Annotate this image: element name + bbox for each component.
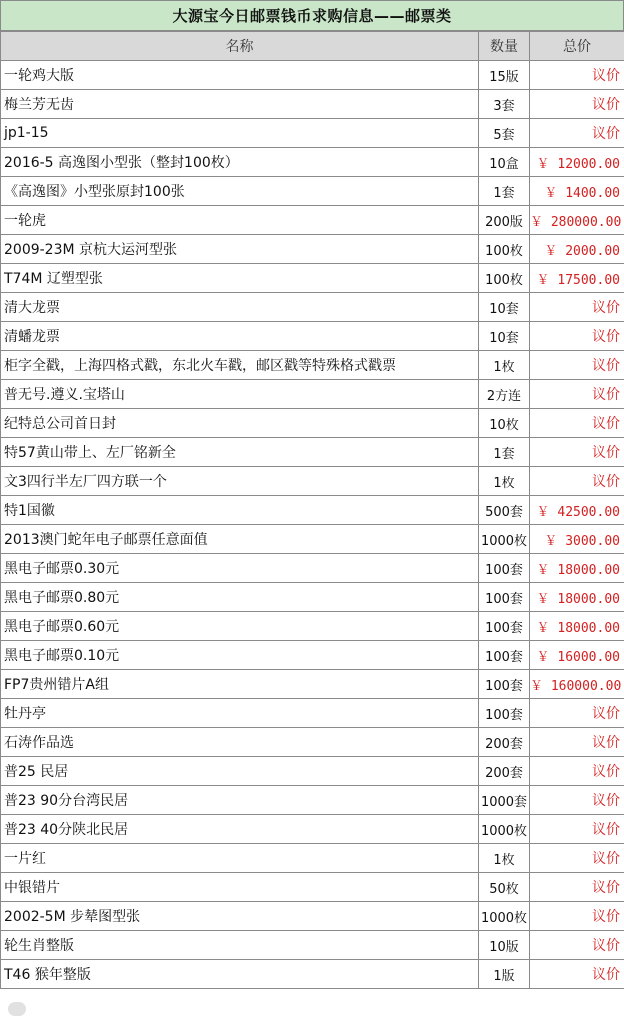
item-quantity: 10套 [479,293,530,322]
item-quantity: 1000枚 [479,902,530,931]
item-total-price: 议价 [530,90,624,119]
item-total-price: 议价 [530,786,624,815]
item-quantity: 10版 [479,931,530,960]
item-total-price: ￥ 160000.00 [530,670,624,699]
item-quantity: 100枚 [479,264,530,293]
item-total-price: ￥ 2000.00 [530,235,624,264]
item-quantity: 2方连 [479,380,530,409]
item-total-price: 议价 [530,409,624,438]
item-total-price: 议价 [530,119,624,148]
item-total-price: 议价 [530,873,624,902]
table-row [1,322,624,351]
table-row [1,554,624,583]
table-row [1,902,624,931]
item-name: 清大龙票 [1,293,479,322]
item-name: 一片红 [1,844,479,873]
item-quantity: 100套 [479,612,530,641]
item-quantity: 500套 [479,496,530,525]
table-row [1,815,624,844]
table-row [1,409,624,438]
table-row [1,61,624,90]
table-row [1,438,624,467]
table-row [1,351,624,380]
item-quantity: 15版 [479,61,530,90]
item-quantity: 10套 [479,322,530,351]
item-total-price: ￥ 18000.00 [530,612,624,641]
item-total-price: 议价 [530,380,624,409]
item-total-price: 议价 [530,757,624,786]
item-total-price: 议价 [530,351,624,380]
item-quantity: 1000枚 [479,815,530,844]
item-total-price: 议价 [530,467,624,496]
item-name: 特57黄山带上、左厂铭新全 [1,438,479,467]
item-quantity: 200套 [479,728,530,757]
item-quantity: 1套 [479,438,530,467]
item-total-price: ￥ 16000.00 [530,641,624,670]
item-name: 黑电子邮票0.30元 [1,554,479,583]
table-row [1,728,624,757]
item-name: 普无号.遵义.宝塔山 [1,380,479,409]
item-total-price: ￥ 280000.00 [530,206,624,235]
item-name: 黑电子邮票0.10元 [1,641,479,670]
item-quantity: 1枚 [479,844,530,873]
item-quantity: 200套 [479,757,530,786]
item-total-price: ￥ 3000.00 [530,525,624,554]
item-name: 梅兰芳无齿 [1,90,479,119]
item-name: jp1-15 [1,119,479,148]
item-total-price: 议价 [530,322,624,351]
header-name: 名称 [1,32,479,61]
item-quantity: 1版 [479,960,530,989]
stamp-table [0,31,624,989]
item-total-price: 议价 [530,931,624,960]
item-quantity: 1枚 [479,467,530,496]
table-row [1,931,624,960]
item-name: 牡丹亭 [1,699,479,728]
item-name: 柜字全戳，上海四格式戳，东北火车戳，邮区戳等特殊格式戳票 [1,351,479,380]
table-row [1,119,624,148]
header-quantity: 数量 [479,32,530,61]
item-total-price: 议价 [530,728,624,757]
item-quantity: 100套 [479,699,530,728]
table-row [1,612,624,641]
item-quantity: 1套 [479,177,530,206]
table-row [1,380,624,409]
table-row [1,757,624,786]
table-row [1,206,624,235]
table-row [1,496,624,525]
item-quantity: 1枚 [479,351,530,380]
table-row [1,525,624,554]
item-total-price: 议价 [530,815,624,844]
item-quantity: 10枚 [479,409,530,438]
table-row [1,264,624,293]
item-name: 普23 90分台湾民居 [1,786,479,815]
item-quantity: 3套 [479,90,530,119]
item-total-price: ￥ 18000.00 [530,554,624,583]
table-row [1,177,624,206]
item-name: 特1国徽 [1,496,479,525]
item-quantity: 1000套 [479,786,530,815]
item-name: 黑电子邮票0.60元 [1,612,479,641]
item-name: 中银错片 [1,873,479,902]
item-total-price: 议价 [530,844,624,873]
table-row [1,786,624,815]
item-name: 普23 40分陕北民居 [1,815,479,844]
item-name: 石涛作品选 [1,728,479,757]
item-name: 2002-5M 步辇图型张 [1,902,479,931]
item-total-price: ￥ 1400.00 [530,177,624,206]
table-row [1,235,624,264]
item-name: 清蟠龙票 [1,322,479,351]
item-total-price: 议价 [530,438,624,467]
item-quantity: 50枚 [479,873,530,902]
table-row [1,583,624,612]
table-row [1,467,624,496]
item-quantity: 100套 [479,641,530,670]
item-quantity: 100套 [479,670,530,699]
table-row [1,699,624,728]
table-row [1,148,624,177]
item-total-price: 议价 [530,293,624,322]
item-quantity: 200版 [479,206,530,235]
item-total-price: ￥ 17500.00 [530,264,624,293]
item-name: 轮生肖整版 [1,931,479,960]
table-body [1,61,624,989]
table-row [1,90,624,119]
item-total-price: 议价 [530,699,624,728]
item-quantity: 100套 [479,554,530,583]
item-total-price: ￥ 42500.00 [530,496,624,525]
item-name: 普25 民居 [1,757,479,786]
sheet-title: 大源宝今日邮票钱币求购信息——邮票类 [0,0,624,31]
table-header-row [1,32,624,61]
item-quantity: 100套 [479,583,530,612]
item-name: 一轮虎 [1,206,479,235]
item-name: FP7贵州错片A组 [1,670,479,699]
item-total-price: ￥ 18000.00 [530,583,624,612]
item-name: 黑电子邮票0.80元 [1,583,479,612]
item-name: 2016-5 高逸图小型张（整封100枚） [1,148,479,177]
item-quantity: 100枚 [479,235,530,264]
item-name: 纪特总公司首日封 [1,409,479,438]
table-row [1,844,624,873]
item-quantity: 5套 [479,119,530,148]
item-name: 2009-23M 京杭大运河型张 [1,235,479,264]
item-quantity: 1000枚 [479,525,530,554]
item-name: T74M 辽塑型张 [1,264,479,293]
header-total-price: 总价 [530,32,624,61]
item-name: 一轮鸡大版 [1,61,479,90]
item-total-price: 议价 [530,902,624,931]
item-quantity: 10盒 [479,148,530,177]
item-name: 文3四行半左厂四方联一个 [1,467,479,496]
item-total-price: 议价 [530,960,624,989]
item-name: T46 猴年整版 [1,960,479,989]
item-name: 《高逸图》小型张原封100张 [1,177,479,206]
watermark-logo [8,1002,26,1016]
table-row [1,873,624,902]
item-total-price: ￥ 12000.00 [530,148,624,177]
table-row [1,641,624,670]
table-row [1,670,624,699]
item-total-price: 议价 [530,61,624,90]
item-name: 2013澳门蛇年电子邮票任意面值 [1,525,479,554]
table-row [1,293,624,322]
table-row [1,960,624,989]
